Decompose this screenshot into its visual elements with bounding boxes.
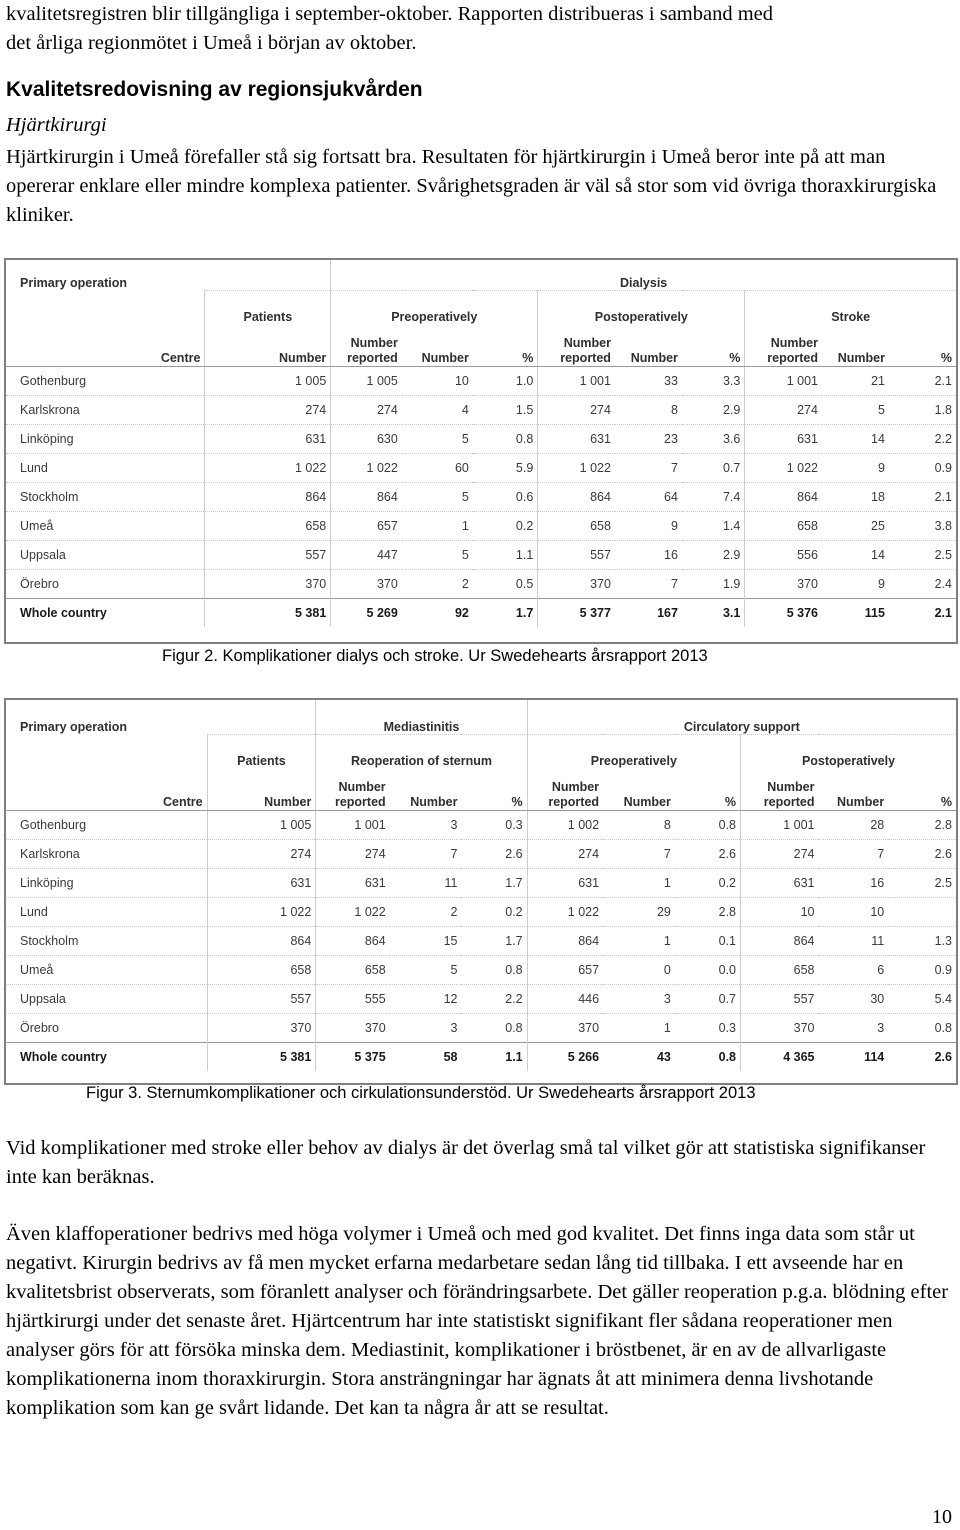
value-cell: 2.1 xyxy=(889,367,956,396)
value-cell: 3 xyxy=(390,1014,462,1043)
value-cell: 1 001 xyxy=(741,811,819,840)
value-cell: 7 xyxy=(603,840,675,869)
value-cell: 864 xyxy=(745,483,822,512)
value-cell: 631 xyxy=(207,869,316,898)
value-cell: 25 xyxy=(822,512,889,541)
value-cell: 29 xyxy=(603,898,675,927)
value-cell: 557 xyxy=(538,541,615,570)
header-percent: % xyxy=(461,768,527,811)
table-row xyxy=(6,512,956,541)
value-cell: 16 xyxy=(615,541,682,570)
table-row xyxy=(6,541,956,570)
header-mediastinitis: Mediastinitis xyxy=(316,700,527,734)
table-row xyxy=(6,956,956,985)
centre-cell: Stockholm xyxy=(6,483,205,512)
value-cell: 658 xyxy=(316,956,390,985)
value-cell: 1 xyxy=(603,927,675,956)
value-cell: 1 022 xyxy=(205,454,331,483)
centre-cell: Uppsala xyxy=(6,541,205,570)
table-row xyxy=(6,985,956,1014)
value-cell: 370 xyxy=(316,1014,390,1043)
value-cell: 7 xyxy=(615,570,682,599)
value-cell: 1.9 xyxy=(682,570,745,599)
table-dialysis-stroke xyxy=(4,258,958,644)
header-preoperatively: Preoperatively xyxy=(331,290,538,324)
value-cell: 28 xyxy=(818,811,888,840)
value-cell: 0.2 xyxy=(473,512,538,541)
value-cell: 5 xyxy=(822,396,889,425)
header-number-reported: Number reported xyxy=(538,324,615,367)
value-cell: 5.9 xyxy=(473,454,538,483)
header-percent: % xyxy=(682,324,745,367)
value-cell: 658 xyxy=(205,512,331,541)
value-cell: 1 005 xyxy=(205,367,331,396)
centre-cell: Örebro xyxy=(6,1014,207,1043)
value-cell: 557 xyxy=(207,985,316,1014)
value-cell: 864 xyxy=(207,927,316,956)
value-cell: 657 xyxy=(527,956,603,985)
value-cell: 370 xyxy=(741,1014,819,1043)
header-primary-operation: Primary operation xyxy=(20,276,127,290)
value-cell: 1 022 xyxy=(331,454,402,483)
value-cell: 2.2 xyxy=(461,985,527,1014)
value-cell: 5.4 xyxy=(888,985,956,1014)
value-cell: 5 381 xyxy=(207,1043,316,1072)
value-cell: 0.7 xyxy=(682,454,745,483)
table-row xyxy=(6,367,956,396)
value-cell: 2.2 xyxy=(889,425,956,454)
value-cell: 864 xyxy=(316,927,390,956)
value-cell: 2.6 xyxy=(461,840,527,869)
value-cell: 43 xyxy=(603,1043,675,1072)
value-cell: 5 266 xyxy=(527,1043,603,1072)
value-cell: 370 xyxy=(745,570,822,599)
table-row xyxy=(6,869,956,898)
value-cell: 18 xyxy=(822,483,889,512)
table-row xyxy=(6,483,956,512)
value-cell: 2 xyxy=(390,898,462,927)
value-cell: 1 xyxy=(603,869,675,898)
value-cell: 1 022 xyxy=(538,454,615,483)
value-cell: 3 xyxy=(603,985,675,1014)
value-cell: 7.4 xyxy=(682,483,745,512)
value-cell: 1 022 xyxy=(745,454,822,483)
table-2-body xyxy=(6,811,956,1072)
value-cell: 1.1 xyxy=(473,541,538,570)
value-cell: 1 001 xyxy=(316,811,390,840)
value-cell: 9 xyxy=(615,512,682,541)
centre-cell: Linköping xyxy=(6,869,207,898)
value-cell: 4 xyxy=(402,396,473,425)
value-cell: 555 xyxy=(316,985,390,1014)
value-cell: 5 xyxy=(402,425,473,454)
centre-cell: Gothenburg xyxy=(6,811,207,840)
value-cell: 0.2 xyxy=(675,869,741,898)
section-subheading: Hjärtkirurgi xyxy=(6,114,107,136)
header-number-reported: Number reported xyxy=(527,768,603,811)
value-cell: 631 xyxy=(741,869,819,898)
value-cell: 631 xyxy=(316,869,390,898)
value-cell: 1.4 xyxy=(682,512,745,541)
value-cell: 1 022 xyxy=(207,898,316,927)
value-cell: 370 xyxy=(527,1014,603,1043)
centre-cell: Umeå xyxy=(6,512,205,541)
header-dialysis: Dialysis xyxy=(331,260,956,290)
value-cell: 10 xyxy=(741,898,819,927)
header-number: Number xyxy=(205,324,331,367)
value-cell: 0.3 xyxy=(675,1014,741,1043)
table-mediastinitis-circulatory xyxy=(4,698,958,1085)
page-number: 10 xyxy=(932,1506,952,1528)
value-cell: 7 xyxy=(818,840,888,869)
table-total-row xyxy=(6,599,956,628)
table-row xyxy=(6,1014,956,1043)
centre-cell: Lund xyxy=(6,898,207,927)
header-circulatory-support: Circulatory support xyxy=(527,700,956,734)
header-patients: Patients xyxy=(205,290,331,324)
value-cell: 447 xyxy=(331,541,402,570)
value-cell: 3.6 xyxy=(682,425,745,454)
header-number: Number xyxy=(615,324,682,367)
header-number-reported: Number reported xyxy=(745,324,822,367)
value-cell: 92 xyxy=(402,599,473,628)
value-cell: 370 xyxy=(207,1014,316,1043)
value-cell: 4 365 xyxy=(741,1043,819,1072)
value-cell: 115 xyxy=(822,599,889,628)
value-cell: 114 xyxy=(818,1043,888,1072)
value-cell: 0.2 xyxy=(461,898,527,927)
value-cell xyxy=(888,898,956,927)
value-cell: 631 xyxy=(745,425,822,454)
value-cell: 658 xyxy=(741,956,819,985)
value-cell: 14 xyxy=(822,541,889,570)
header-percent: % xyxy=(473,324,538,367)
value-cell: 0.8 xyxy=(461,956,527,985)
value-cell: 3.1 xyxy=(682,599,745,628)
value-cell: 5 381 xyxy=(205,599,331,628)
header-percent: % xyxy=(889,324,956,367)
value-cell: 0.8 xyxy=(675,811,741,840)
value-cell: 2.8 xyxy=(888,811,956,840)
value-cell: 0 xyxy=(603,956,675,985)
value-cell: 12 xyxy=(390,985,462,1014)
value-cell: 3.3 xyxy=(682,367,745,396)
value-cell: 0.9 xyxy=(889,454,956,483)
value-cell: 658 xyxy=(745,512,822,541)
centre-cell: Gothenburg xyxy=(6,367,205,396)
value-cell: 0.3 xyxy=(461,811,527,840)
value-cell: 14 xyxy=(822,425,889,454)
value-cell: 864 xyxy=(527,927,603,956)
value-cell: 274 xyxy=(205,396,331,425)
value-cell: 370 xyxy=(538,570,615,599)
value-cell: 7 xyxy=(615,454,682,483)
value-cell: 0.0 xyxy=(675,956,741,985)
value-cell: 15 xyxy=(390,927,462,956)
value-cell: 0.5 xyxy=(473,570,538,599)
table-1-body xyxy=(6,367,956,628)
value-cell: 0.8 xyxy=(461,1014,527,1043)
section-heading: Kvalitetsredovisning av regionsjukvården xyxy=(6,78,423,101)
header-stroke: Stroke xyxy=(745,290,956,324)
paragraph-valve-operations: Även klaffoperationer bedrivs med höga volymer i Umeå och med god kvalitet. Det finns inga data som står ut negativt. Kirurgin bedrivs av få men mycket erfarna medarbetare sedan lång tid tillbaka. I ett avseende har en kvalitetsbrist observerats, som föranlett analyser och förändringsarbete. Det gäller reoperation p.g.a. blödning efter hjärtkirurgi under det senaste året. Hjärtcentrum har inte statistiskt signifikant fler sådana reoperationer men analyser görs för att försöka minska dem. Mediastinit, komplikationer i bröstbenet, är en av de allvarligaste komplikationerna inom thoraxkirurgin. Stora ansträngningar har ägnats åt att minimera denna livshotande komplikation som kan ge svårt lidande. Det kan ta några år att se resultat. xyxy=(6,1223,949,1419)
header-preoperatively: Preoperatively xyxy=(527,734,740,768)
header-number: Number xyxy=(822,324,889,367)
centre-cell: Uppsala xyxy=(6,985,207,1014)
centre-cell: Linköping xyxy=(6,425,205,454)
value-cell: 11 xyxy=(818,927,888,956)
value-cell: 557 xyxy=(741,985,819,1014)
value-cell: 274 xyxy=(331,396,402,425)
centre-cell: Lund xyxy=(6,454,205,483)
table-row xyxy=(6,898,956,927)
value-cell: 0.9 xyxy=(888,956,956,985)
value-cell: 864 xyxy=(741,927,819,956)
value-cell: 658 xyxy=(538,512,615,541)
value-cell: 5 269 xyxy=(331,599,402,628)
value-cell: 1 022 xyxy=(527,898,603,927)
figure-3-caption: Figur 3. Sternumkomplikationer och cirkulationsunderstöd. Ur Swedehearts årsrapport 2013 xyxy=(86,1084,756,1102)
header-postoperatively: Postoperatively xyxy=(741,734,956,768)
table-row xyxy=(6,927,956,956)
value-cell: 2.5 xyxy=(889,541,956,570)
value-cell: 9 xyxy=(822,454,889,483)
header-number: Number xyxy=(390,768,462,811)
header-number-reported: Number reported xyxy=(741,768,819,811)
centre-cell: Whole country xyxy=(6,1043,207,1072)
value-cell: 657 xyxy=(331,512,402,541)
value-cell: 0.7 xyxy=(675,985,741,1014)
value-cell: 446 xyxy=(527,985,603,1014)
header-primary-operation: Primary operation xyxy=(20,720,127,734)
value-cell: 864 xyxy=(538,483,615,512)
value-cell: 167 xyxy=(615,599,682,628)
table-row xyxy=(6,425,956,454)
header-percent: % xyxy=(675,768,741,811)
table-total-row xyxy=(6,1043,956,1072)
value-cell: 10 xyxy=(818,898,888,927)
value-cell: 16 xyxy=(818,869,888,898)
value-cell: 1.0 xyxy=(473,367,538,396)
value-cell: 2 xyxy=(402,570,473,599)
value-cell: 1.8 xyxy=(889,396,956,425)
value-cell: 2.5 xyxy=(888,869,956,898)
centre-cell: Örebro xyxy=(6,570,205,599)
value-cell: 2.6 xyxy=(675,840,741,869)
value-cell: 58 xyxy=(390,1043,462,1072)
value-cell: 1 xyxy=(402,512,473,541)
value-cell: 370 xyxy=(205,570,331,599)
value-cell: 631 xyxy=(205,425,331,454)
header-number-reported: Number reported xyxy=(316,768,390,811)
centre-cell: Karlskrona xyxy=(6,396,205,425)
value-cell: 864 xyxy=(331,483,402,512)
value-cell: 274 xyxy=(745,396,822,425)
value-cell: 8 xyxy=(615,396,682,425)
value-cell: 274 xyxy=(741,840,819,869)
value-cell: 658 xyxy=(207,956,316,985)
value-cell: 1.7 xyxy=(461,869,527,898)
value-cell: 6 xyxy=(818,956,888,985)
value-cell: 1 002 xyxy=(527,811,603,840)
value-cell: 1 xyxy=(603,1014,675,1043)
header-number: Number xyxy=(818,768,888,811)
value-cell: 1.1 xyxy=(461,1043,527,1072)
value-cell: 1.3 xyxy=(888,927,956,956)
value-cell: 274 xyxy=(538,396,615,425)
value-cell: 60 xyxy=(402,454,473,483)
value-cell: 274 xyxy=(207,840,316,869)
value-cell: 0.8 xyxy=(888,1014,956,1043)
value-cell: 5 377 xyxy=(538,599,615,628)
table-row xyxy=(6,840,956,869)
value-cell: 274 xyxy=(527,840,603,869)
figure-2-caption: Figur 2. Komplikationer dialys och stroke. Ur Swedehearts årsrapport 2013 xyxy=(162,647,708,665)
header-patients: Patients xyxy=(207,734,316,768)
value-cell: 2.4 xyxy=(889,570,956,599)
value-cell: 2.1 xyxy=(889,483,956,512)
centre-cell: Umeå xyxy=(6,956,207,985)
value-cell: 274 xyxy=(316,840,390,869)
value-cell: 631 xyxy=(538,425,615,454)
value-cell: 3 xyxy=(390,811,462,840)
value-cell: 1 001 xyxy=(538,367,615,396)
value-cell: 0.1 xyxy=(675,927,741,956)
centre-cell: Stockholm xyxy=(6,927,207,956)
header-percent: % xyxy=(888,768,956,811)
value-cell: 1.7 xyxy=(461,927,527,956)
table-row xyxy=(6,454,956,483)
header-number-reported: Number reported xyxy=(331,324,402,367)
value-cell: 1 005 xyxy=(207,811,316,840)
table-row xyxy=(6,396,956,425)
header-centre: Centre xyxy=(6,324,205,367)
value-cell: 864 xyxy=(205,483,331,512)
paragraph-complications: Vid komplikationer med stroke eller behov av dialys är det överlag små tal vilket gör att statistiska signifikanser inte kan beräknas. xyxy=(6,1137,926,1188)
value-cell: 0.6 xyxy=(473,483,538,512)
value-cell: 10 xyxy=(402,367,473,396)
header-number: Number xyxy=(402,324,473,367)
value-cell: 2.6 xyxy=(888,1043,956,1072)
value-cell: 64 xyxy=(615,483,682,512)
value-cell: 8 xyxy=(603,811,675,840)
value-cell: 0.8 xyxy=(473,425,538,454)
value-cell: 33 xyxy=(615,367,682,396)
table-2 xyxy=(6,700,956,1071)
table-row xyxy=(6,570,956,599)
intro-paragraph xyxy=(6,0,954,58)
value-cell: 557 xyxy=(205,541,331,570)
value-cell: 3.8 xyxy=(889,512,956,541)
value-cell: 21 xyxy=(822,367,889,396)
value-cell: 631 xyxy=(527,869,603,898)
value-cell: 1 022 xyxy=(316,898,390,927)
header-number: Number xyxy=(603,768,675,811)
value-cell: 3 xyxy=(818,1014,888,1043)
value-cell: 23 xyxy=(615,425,682,454)
value-cell: 5 376 xyxy=(745,599,822,628)
header-number: Number xyxy=(207,768,316,811)
value-cell: 1.7 xyxy=(473,599,538,628)
value-cell: 30 xyxy=(818,985,888,1014)
value-cell: 11 xyxy=(390,869,462,898)
value-cell: 2.9 xyxy=(682,541,745,570)
section-paragraph: Hjärtkirurgin i Umeå förefaller stå sig fortsatt bra. Resultaten för hjärtkirurgin i Umeå beror inte på att man opererar enklare eller mindre komplexa patienter. Svårighetsgraden är väl så stor som vid övriga thoraxkirurgiska kliniker. xyxy=(6,146,937,226)
value-cell: 1 005 xyxy=(331,367,402,396)
value-cell: 2.8 xyxy=(675,898,741,927)
table-row xyxy=(6,811,956,840)
value-cell: 2.9 xyxy=(682,396,745,425)
value-cell: 0.8 xyxy=(675,1043,741,1072)
centre-cell: Whole country xyxy=(6,599,205,628)
value-cell: 1.5 xyxy=(473,396,538,425)
value-cell: 9 xyxy=(822,570,889,599)
value-cell: 5 xyxy=(402,483,473,512)
value-cell: 7 xyxy=(390,840,462,869)
value-cell: 1 001 xyxy=(745,367,822,396)
centre-cell: Karlskrona xyxy=(6,840,207,869)
value-cell: 556 xyxy=(745,541,822,570)
value-cell: 5 375 xyxy=(316,1043,390,1072)
value-cell: 2.6 xyxy=(888,840,956,869)
value-cell: 5 xyxy=(402,541,473,570)
intro-line-1: kvalitetsregistren blir tillgängliga i september-oktober. Rapporten distribueras i samband med xyxy=(6,3,774,25)
value-cell: 630 xyxy=(331,425,402,454)
header-reoperation-sternum: Reoperation of sternum xyxy=(316,734,527,768)
value-cell: 5 xyxy=(390,956,462,985)
value-cell: 2.1 xyxy=(889,599,956,628)
value-cell: 370 xyxy=(331,570,402,599)
header-postoperatively: Postoperatively xyxy=(538,290,745,324)
intro-line-2: det årliga regionmötet i Umeå i början av oktober. xyxy=(6,32,417,54)
header-centre: Centre xyxy=(6,768,207,811)
table-1 xyxy=(6,260,956,627)
